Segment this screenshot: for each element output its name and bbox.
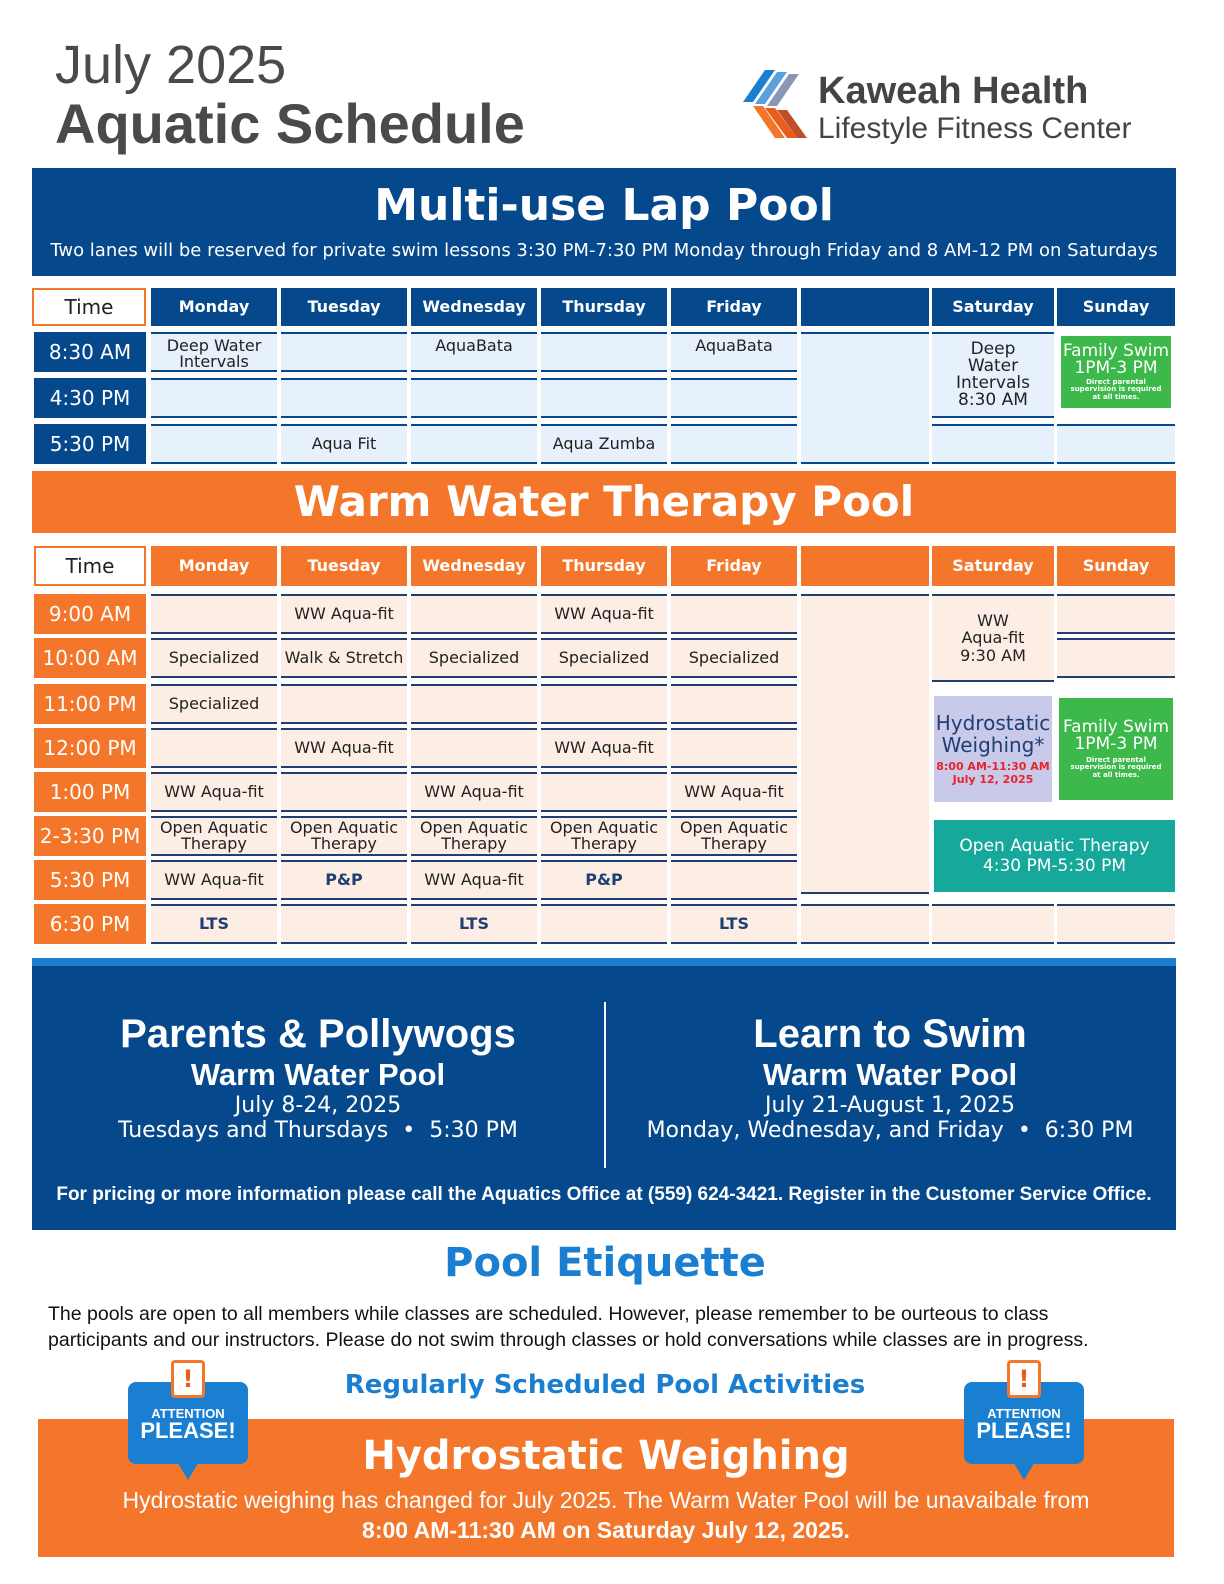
saturday-deep-water: Deep Water Intervals 8:30 AM <box>932 332 1054 418</box>
schedule-cell <box>671 860 797 900</box>
pp-title: Parents & Pollywogs <box>120 1012 516 1056</box>
schedule-cell: Open Aquatic Therapy <box>151 816 277 856</box>
schedule-cell: Aqua Zumba <box>541 424 667 464</box>
schedule-cell <box>411 594 537 634</box>
attention-badge-left <box>128 1360 250 1484</box>
time-slot: 2-3:30 PM <box>34 816 146 856</box>
logo-name: Kaweah Health <box>818 70 1089 112</box>
schedule-cell <box>932 424 1054 464</box>
schedule-cell: Open Aquatic Therapy <box>281 816 407 856</box>
time-column-header: Time <box>34 546 146 586</box>
schedule-cell <box>281 332 407 372</box>
etiquette-subtitle: Regularly Scheduled Pool Activities <box>344 1370 866 1400</box>
schedule-cell <box>411 684 537 724</box>
hydro-notice-line2: 8:00 AM-11:30 AM on Saturday July 12, 2025. <box>362 1517 850 1543</box>
lts-title: Learn to Swim <box>753 1012 1027 1056</box>
schedule-cell: LTS <box>411 904 537 944</box>
day-header: Wednesday <box>411 546 537 586</box>
schedule-cell <box>932 904 1054 944</box>
etiquette-text <box>48 1301 1208 1353</box>
promo-footer: For pricing or more information please call the Aquatics Office at (559) 624-3421. Register in the Customer Service Office. <box>56 1184 1152 1205</box>
aquafit-line: Aqua-fit <box>961 628 1025 648</box>
hydro-notice-line1: Hydrostatic weighing has changed for July 2025. The Warm Water Pool will be unavaibale from <box>122 1487 1090 1513</box>
schedule-cell: WW Aqua-fit <box>411 860 537 900</box>
day-header: Friday <box>671 546 797 586</box>
schedule-cell: LTS <box>151 904 277 944</box>
schedule-cell <box>541 332 667 372</box>
schedule-cell <box>541 904 667 944</box>
attention-label: ATTENTION <box>151 1406 225 1421</box>
blank-column-block <box>801 594 929 894</box>
schedule-cell: WW Aqua-fit <box>671 772 797 812</box>
schedule-cell <box>151 594 277 634</box>
schedule-cell: WW Aqua-fit <box>281 594 407 634</box>
page-title-month: July 2025 <box>55 35 287 95</box>
hydro-notice-title: Hydrostatic Weighing <box>362 1433 850 1479</box>
time-slot: 9:00 AM <box>34 594 146 634</box>
schedule-cell <box>411 378 537 418</box>
time-slot: 5:30 PM <box>34 860 146 900</box>
lap-pool-title: Multi-use Lap Pool <box>374 180 834 231</box>
pp-subtitle: Warm Water Pool <box>190 1057 446 1092</box>
exclamation-icon: ! <box>171 1360 205 1398</box>
family-swim-time: 1PM-3 PM <box>1074 357 1158 378</box>
schedule-cell: Open Aquatic Therapy <box>411 816 537 856</box>
attention-label: ATTENTION <box>987 1406 1061 1421</box>
day-header: Thursday <box>541 288 667 326</box>
schedule-cell: WW Aqua-fit <box>541 728 667 768</box>
hydro-date: July 12, 2025 <box>952 773 1034 786</box>
schedule-cell <box>671 594 797 634</box>
schedule-cell <box>671 378 797 418</box>
family-swim-note: Direct parental supervision is required at all times. <box>1070 755 1162 779</box>
exclamation-icon: ! <box>1007 1360 1041 1398</box>
family-swim-time: 1PM-3 PM <box>1074 733 1158 754</box>
schedule-cell <box>1057 594 1175 634</box>
schedule-cell <box>281 378 407 418</box>
etiquette-line: The pools are open to all members while classes are scheduled. However, please remember to be ourteous to class <box>48 1303 1049 1325</box>
time-column-header: Time <box>32 288 146 326</box>
schedule-cell <box>411 424 537 464</box>
day-header: Monday <box>151 546 277 586</box>
schedule-cell <box>281 772 407 812</box>
schedule-cell <box>541 772 667 812</box>
pp-dates: July 8-24, 2025 <box>234 1093 402 1118</box>
aquafit-time: 9:30 AM <box>960 645 1026 665</box>
sunday-family-swim <box>1059 698 1173 800</box>
sunday-family-swim <box>1059 334 1173 410</box>
day-header: Saturday <box>932 546 1054 586</box>
schedule-cell: LTS <box>671 904 797 944</box>
etiquette-title: Pool Etiquette <box>444 1240 766 1286</box>
time-slot: 6:30 PM <box>34 904 146 944</box>
schedule-cell: WW Aqua-fit <box>411 772 537 812</box>
aquafit-line: WW <box>977 610 1009 630</box>
schedule-cell: AquaBata <box>671 332 797 372</box>
schedule-cell: Specialized <box>151 684 277 724</box>
schedule-cell <box>151 424 277 464</box>
day-header: Sunday <box>1057 546 1175 586</box>
lap-pool-banner <box>32 168 1176 276</box>
time-slot: 8:30 AM <box>34 332 146 372</box>
schedule-cell: P&P <box>541 860 667 900</box>
logo-subname: Lifestyle Fitness Center <box>818 112 1132 145</box>
schedule-cell: Open Aquatic Therapy <box>671 816 797 856</box>
family-swim-title: Family Swim <box>1062 340 1170 361</box>
schedule-cell: Walk & Stretch <box>281 638 407 678</box>
schedule-cell: P&P <box>281 860 407 900</box>
attention-label: PLEASE! <box>976 1418 1072 1443</box>
weekend-open-therapy <box>934 820 1175 892</box>
day-header: Thursday <box>541 546 667 586</box>
day-header <box>801 288 929 326</box>
schedule-cell: WW Aqua-fit <box>151 772 277 812</box>
time-slot: 5:30 PM <box>34 424 146 464</box>
schedule-cell <box>671 684 797 724</box>
schedule-cell: Specialized <box>411 638 537 678</box>
schedule-cell <box>411 728 537 768</box>
schedule-cell: AquaBata <box>411 332 537 372</box>
schedule-cell: Deep Water Intervals <box>151 332 277 372</box>
ww-pool-title: Warm Water Therapy Pool <box>293 477 915 526</box>
schedule-cell <box>151 728 277 768</box>
schedule-cell <box>281 684 407 724</box>
lts-schedule: Monday, Wednesday, and Friday • 6:30 PM <box>646 1118 1134 1143</box>
family-swim-note: Direct parental supervision is required at all times. <box>1070 377 1162 401</box>
hydro-title: Hydrostatic <box>935 711 1051 735</box>
schedule-cell <box>1057 904 1175 944</box>
hydro-time: 8:00 AM-11:30 AM <box>936 760 1050 773</box>
time-slot: 10:00 AM <box>34 638 146 678</box>
kaweah-logo-icon <box>735 66 815 140</box>
schedule-cell: WW Aqua-fit <box>541 594 667 634</box>
schedule-cell: WW Aqua-fit <box>151 860 277 900</box>
lap-pool-note: Two lanes will be reserved for private swim lessons 3:30 PM-7:30 PM Monday through Friday and 8 AM-12 PM on Saturdays <box>50 240 1158 261</box>
schedule-cell: WW Aqua-fit <box>281 728 407 768</box>
schedule-cell: Aqua Fit <box>281 424 407 464</box>
schedule-cell <box>1057 638 1175 678</box>
schedule-cell <box>671 424 797 464</box>
schedule-cell <box>671 728 797 768</box>
saturday-aquafit <box>932 594 1054 682</box>
blank-column-block <box>801 332 929 464</box>
schedule-cell: Specialized <box>671 638 797 678</box>
day-header: Tuesday <box>281 546 407 586</box>
schedule-cell: Specialized <box>541 638 667 678</box>
day-header: Friday <box>671 288 797 326</box>
page-title: Aquatic Schedule <box>55 92 525 155</box>
attention-badge-right <box>964 1360 1086 1484</box>
time-slot: 11:00 PM <box>34 684 146 724</box>
family-swim-title: Family Swim <box>1062 716 1170 737</box>
day-header: Sunday <box>1057 288 1175 326</box>
pp-schedule: Tuesdays and Thursdays • 5:30 PM <box>118 1118 518 1143</box>
schedule-cell <box>1057 424 1175 464</box>
schedule-cell <box>281 904 407 944</box>
ww-pool-banner <box>32 471 1176 533</box>
day-header: Saturday <box>932 288 1054 326</box>
time-slot: 1:00 PM <box>34 772 146 812</box>
therapy-title: Open Aquatic Therapy <box>959 835 1150 856</box>
time-slot: 4:30 PM <box>34 378 146 418</box>
schedule-cell <box>801 904 929 944</box>
attention-label: PLEASE! <box>140 1418 236 1443</box>
schedule-cell <box>541 684 667 724</box>
schedule-cell: Open Aquatic Therapy <box>541 816 667 856</box>
schedule-cell <box>151 378 277 418</box>
promo-top-stripe <box>32 958 1176 966</box>
therapy-time: 4:30 PM-5:30 PM <box>982 855 1127 876</box>
day-header <box>801 546 929 586</box>
lts-subtitle: Warm Water Pool <box>762 1057 1018 1092</box>
schedule-cell <box>541 378 667 418</box>
time-slot: 12:00 PM <box>34 728 146 768</box>
day-header: Monday <box>151 288 277 326</box>
etiquette-line: participants and our instructors. Please do not swim through classes or hold conversations while classes are in progress. <box>48 1329 1089 1351</box>
schedule-cell: Specialized <box>151 638 277 678</box>
hydro-title: Weighing* <box>941 733 1045 757</box>
promo-panel <box>32 966 1176 1230</box>
day-header: Tuesday <box>281 288 407 326</box>
saturday-hydrostatic <box>934 696 1052 802</box>
lts-dates: July 21-August 1, 2025 <box>765 1093 1015 1118</box>
day-header: Wednesday <box>411 288 537 326</box>
